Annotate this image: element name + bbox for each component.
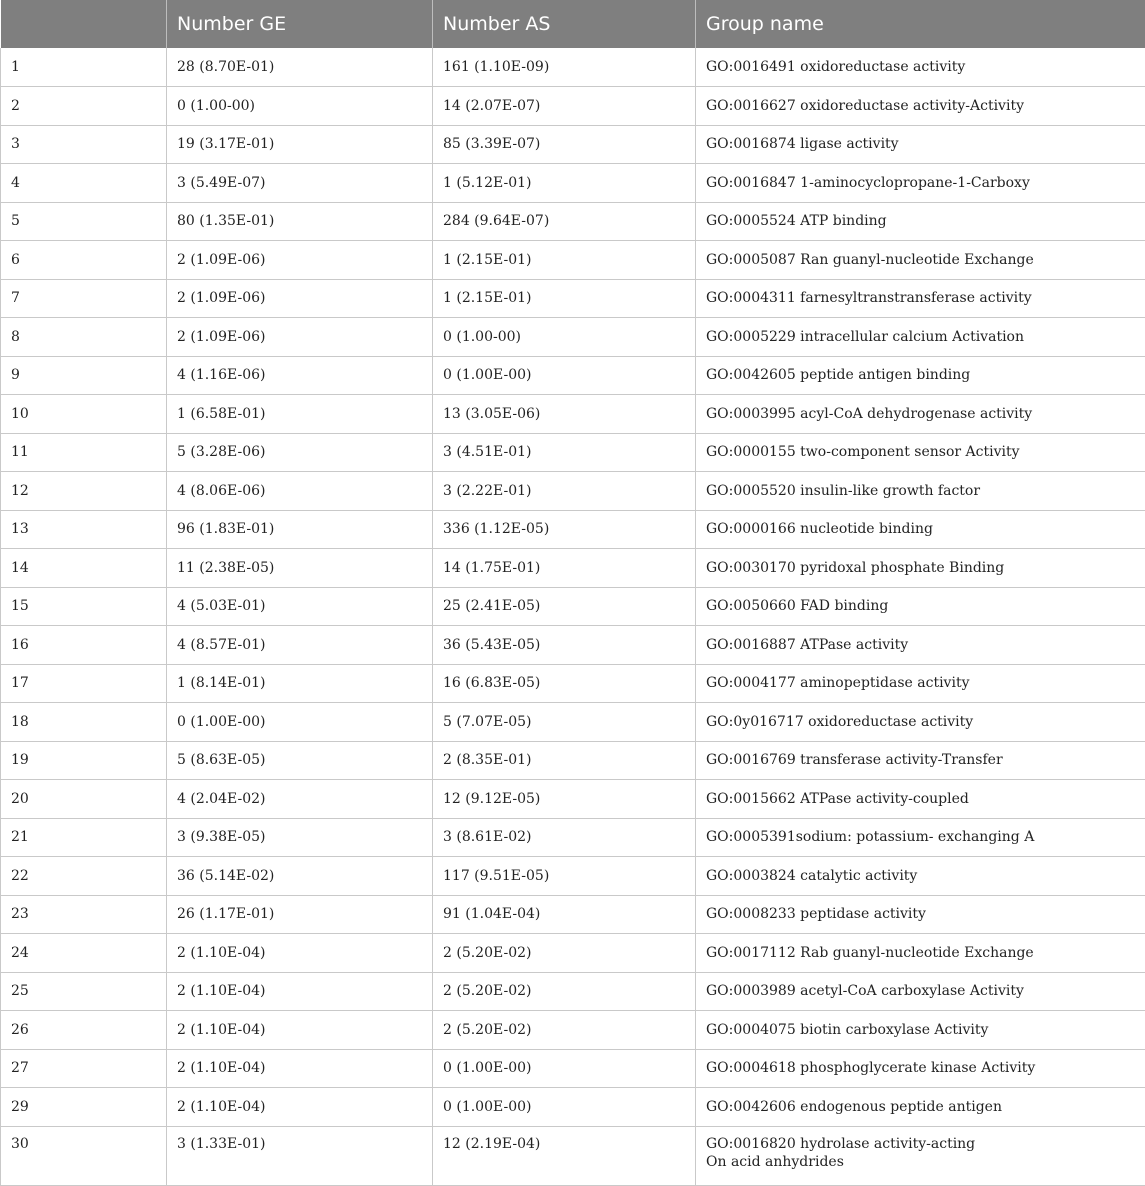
group-name-cell	[696, 48, 1145, 87]
group-name-line: GO:0016847 1-aminocyclopropane-1-Carboxy	[706, 175, 1030, 191]
number-as-cell: 117 (9.51E-05)	[433, 857, 696, 896]
group-name-line: GO:0042605 peptide antigen binding	[706, 367, 970, 383]
table-row	[1, 164, 1145, 203]
table-row	[1, 703, 1145, 742]
header-number-ge: Number GE	[167, 0, 433, 48]
row-index: 19	[1, 741, 167, 780]
number-as-cell: 1 (2.15E-01)	[433, 279, 696, 318]
number-as-cell: 2 (8.35E-01)	[433, 741, 696, 780]
group-name-line: GO:0y016717 oxidoreductase activity	[706, 714, 973, 730]
table-row	[1, 318, 1145, 357]
table-row	[1, 125, 1145, 164]
number-as-cell: 3 (4.51E-01)	[433, 433, 696, 472]
table-row	[1, 1126, 1145, 1185]
group-name-line: GO:0030170 pyridoxal phosphate Binding	[706, 560, 1004, 576]
number-ge-cell: 4 (2.04E-02)	[167, 780, 433, 819]
group-name-cell	[696, 472, 1145, 511]
row-index: 24	[1, 934, 167, 973]
group-name-cell	[696, 279, 1145, 318]
number-ge-cell: 5 (8.63E-05)	[167, 741, 433, 780]
row-index: 23	[1, 895, 167, 934]
group-name-line: GO:0005391sodium: potassium- exchanging A	[706, 829, 1034, 845]
table-row	[1, 857, 1145, 896]
row-index: 29	[1, 1088, 167, 1127]
number-ge-cell: 80 (1.35E-01)	[167, 202, 433, 241]
number-ge-cell: 2 (1.10E-04)	[167, 972, 433, 1011]
group-name-line: GO:0003824 catalytic activity	[706, 868, 917, 884]
group-name-cell	[696, 395, 1145, 434]
number-as-cell: 284 (9.64E-07)	[433, 202, 696, 241]
row-index: 20	[1, 780, 167, 819]
number-ge-cell: 2 (1.09E-06)	[167, 279, 433, 318]
group-name-cell	[696, 1011, 1145, 1050]
number-as-cell: 3 (8.61E-02)	[433, 818, 696, 857]
table-row	[1, 510, 1145, 549]
number-ge-cell: 2 (1.10E-04)	[167, 934, 433, 973]
number-as-cell: 161 (1.10E-09)	[433, 48, 696, 87]
group-name-line: GO:0003995 acyl-CoA dehydrogenase activity	[706, 406, 1032, 422]
row-index: 21	[1, 818, 167, 857]
group-name-cell	[696, 241, 1145, 280]
table-row	[1, 895, 1145, 934]
group-name-cell	[696, 703, 1145, 742]
number-ge-cell: 2 (1.09E-06)	[167, 241, 433, 280]
group-name-cell	[696, 895, 1145, 934]
group-name-line: GO:0016887 ATPase activity	[706, 637, 908, 653]
group-name-line: GO:0017112 Rab guanyl-nucleotide Exchange	[706, 945, 1034, 961]
header-number-as: Number AS	[433, 0, 696, 48]
row-index: 8	[1, 318, 167, 357]
number-as-cell: 13 (3.05E-06)	[433, 395, 696, 434]
number-as-cell: 12 (2.19E-04)	[433, 1126, 696, 1185]
group-name-line: GO:0005087 Ran guanyl-nucleotide Exchange	[706, 252, 1034, 268]
row-index: 27	[1, 1049, 167, 1088]
row-index: 30	[1, 1126, 167, 1185]
table-row	[1, 241, 1145, 280]
row-index: 10	[1, 395, 167, 434]
group-name-line: GO:0016820 hydrolase activity-acting	[706, 1136, 975, 1152]
number-ge-cell: 5 (3.28E-06)	[167, 433, 433, 472]
number-as-cell: 2 (5.20E-02)	[433, 972, 696, 1011]
number-ge-cell: 1 (6.58E-01)	[167, 395, 433, 434]
group-name-cell	[696, 972, 1145, 1011]
header-group-name: Group name	[696, 0, 1145, 48]
row-index: 9	[1, 356, 167, 395]
row-index: 14	[1, 549, 167, 588]
table-row	[1, 279, 1145, 318]
group-name-cell	[696, 164, 1145, 203]
number-as-cell: 91 (1.04E-04)	[433, 895, 696, 934]
group-name-line: GO:0008233 peptidase activity	[706, 906, 926, 922]
group-name-cell	[696, 934, 1145, 973]
table-row	[1, 202, 1145, 241]
number-as-cell: 0 (1.00E-00)	[433, 1088, 696, 1127]
number-as-cell: 12 (9.12E-05)	[433, 780, 696, 819]
group-name-cell	[696, 549, 1145, 588]
group-name-line: GO:0042606 endogenous peptide antigen	[706, 1099, 1002, 1115]
group-name-line: GO:0004075 biotin carboxylase Activity	[706, 1022, 988, 1038]
group-name-line: GO:0015662 ATPase activity-coupled	[706, 791, 969, 807]
row-index: 7	[1, 279, 167, 318]
number-ge-cell: 2 (1.09E-06)	[167, 318, 433, 357]
group-name-cell	[696, 780, 1145, 819]
row-index: 12	[1, 472, 167, 511]
number-as-cell: 2 (5.20E-02)	[433, 934, 696, 973]
group-name-line: GO:0005524 ATP binding	[706, 213, 887, 229]
number-ge-cell: 4 (8.06E-06)	[167, 472, 433, 511]
number-as-cell: 16 (6.83E-05)	[433, 664, 696, 703]
group-name-cell	[696, 587, 1145, 626]
number-ge-cell: 28 (8.70E-01)	[167, 48, 433, 87]
group-name-line: GO:0016769 transferase activity-Transfer	[706, 752, 1003, 768]
number-as-cell: 0 (1.00E-00)	[433, 1049, 696, 1088]
row-index: 13	[1, 510, 167, 549]
number-ge-cell: 11 (2.38E-05)	[167, 549, 433, 588]
group-name-line: GO:0004311 farnesyltranstransferase activity	[706, 290, 1032, 306]
row-index: 1	[1, 48, 167, 87]
group-name-cell	[696, 125, 1145, 164]
group-name-cell	[696, 356, 1145, 395]
number-as-cell: 0 (1.00E-00)	[433, 356, 696, 395]
table-row	[1, 587, 1145, 626]
row-index: 15	[1, 587, 167, 626]
table-row	[1, 780, 1145, 819]
row-index: 3	[1, 125, 167, 164]
number-ge-cell: 2 (1.10E-04)	[167, 1049, 433, 1088]
table-row	[1, 1088, 1145, 1127]
row-index: 2	[1, 87, 167, 126]
row-index: 17	[1, 664, 167, 703]
group-name-line: GO:0016874 ligase activity	[706, 136, 899, 152]
group-name-line: GO:0000166 nucleotide binding	[706, 521, 933, 537]
number-ge-cell: 3 (1.33E-01)	[167, 1126, 433, 1185]
group-name-line: GO:0003989 acetyl-CoA carboxylase Activity	[706, 983, 1024, 999]
number-as-cell: 14 (1.75E-01)	[433, 549, 696, 588]
number-as-cell: 36 (5.43E-05)	[433, 626, 696, 665]
number-ge-cell: 4 (1.16E-06)	[167, 356, 433, 395]
number-ge-cell: 1 (8.14E-01)	[167, 664, 433, 703]
group-name-cell	[696, 433, 1145, 472]
group-name-cell	[696, 1126, 1145, 1185]
group-name-line: GO:0016491 oxidoreductase activity	[706, 59, 965, 75]
group-name-line: GO:0050660 FAD binding	[706, 598, 888, 614]
group-name-cell	[696, 202, 1145, 241]
table-row	[1, 433, 1145, 472]
number-ge-cell: 36 (5.14E-02)	[167, 857, 433, 896]
table-row	[1, 87, 1145, 126]
table-row	[1, 972, 1145, 1011]
group-name-line: GO:0004618 phosphoglycerate kinase Activity	[706, 1060, 1035, 1076]
number-ge-cell: 0 (1.00-00)	[167, 87, 433, 126]
table-row	[1, 1049, 1145, 1088]
group-name-cell	[696, 857, 1145, 896]
number-as-cell: 85 (3.39E-07)	[433, 125, 696, 164]
table-row	[1, 741, 1145, 780]
table-row	[1, 48, 1145, 87]
number-as-cell: 5 (7.07E-05)	[433, 703, 696, 742]
group-name-cell	[696, 318, 1145, 357]
row-index: 26	[1, 1011, 167, 1050]
group-name-line: GO:0016627 oxidoreductase activity-Activity	[706, 98, 1024, 114]
group-name-cell	[696, 741, 1145, 780]
number-ge-cell: 4 (5.03E-01)	[167, 587, 433, 626]
header-index	[1, 0, 167, 48]
number-as-cell: 25 (2.41E-05)	[433, 587, 696, 626]
number-ge-cell: 3 (9.38E-05)	[167, 818, 433, 857]
number-as-cell: 336 (1.12E-05)	[433, 510, 696, 549]
row-index: 25	[1, 972, 167, 1011]
number-as-cell: 0 (1.00-00)	[433, 318, 696, 357]
group-name-cell	[696, 664, 1145, 703]
number-as-cell: 3 (2.22E-01)	[433, 472, 696, 511]
table-row	[1, 549, 1145, 588]
number-ge-cell: 0 (1.00E-00)	[167, 703, 433, 742]
number-as-cell: 14 (2.07E-07)	[433, 87, 696, 126]
number-ge-cell: 96 (1.83E-01)	[167, 510, 433, 549]
row-index: 16	[1, 626, 167, 665]
group-name-cell	[696, 1088, 1145, 1127]
group-name-cell	[696, 510, 1145, 549]
number-as-cell: 1 (2.15E-01)	[433, 241, 696, 280]
number-ge-cell: 2 (1.10E-04)	[167, 1011, 433, 1050]
number-ge-cell: 3 (5.49E-07)	[167, 164, 433, 203]
number-ge-cell: 4 (8.57E-01)	[167, 626, 433, 665]
group-name-cell	[696, 818, 1145, 857]
table-row	[1, 356, 1145, 395]
group-name-line: On acid anhydrides	[706, 1154, 1135, 1170]
table-row	[1, 1011, 1145, 1050]
number-ge-cell: 2 (1.10E-04)	[167, 1088, 433, 1127]
row-index: 4	[1, 164, 167, 203]
table-row	[1, 664, 1145, 703]
table-row	[1, 395, 1145, 434]
group-name-line: GO:0004177 aminopeptidase activity	[706, 675, 969, 691]
group-name-cell	[696, 1049, 1145, 1088]
group-name-line: GO:0005229 intracellular calcium Activation	[706, 329, 1024, 345]
group-name-line: GO:0005520 insulin-like growth factor	[706, 483, 980, 499]
table-row	[1, 626, 1145, 665]
number-as-cell: 2 (5.20E-02)	[433, 1011, 696, 1050]
table-header-row	[1, 0, 1145, 48]
row-index: 18	[1, 703, 167, 742]
table-row	[1, 472, 1145, 511]
row-index: 22	[1, 857, 167, 896]
number-ge-cell: 26 (1.17E-01)	[167, 895, 433, 934]
row-index: 6	[1, 241, 167, 280]
row-index: 11	[1, 433, 167, 472]
number-ge-cell: 19 (3.17E-01)	[167, 125, 433, 164]
table-body	[1, 48, 1145, 1185]
row-index: 5	[1, 202, 167, 241]
group-name-cell	[696, 626, 1145, 665]
number-as-cell: 1 (5.12E-01)	[433, 164, 696, 203]
group-name-line: GO:0000155 two-component sensor Activity	[706, 444, 1020, 460]
group-name-cell	[696, 87, 1145, 126]
table-row	[1, 818, 1145, 857]
table-row	[1, 934, 1145, 973]
